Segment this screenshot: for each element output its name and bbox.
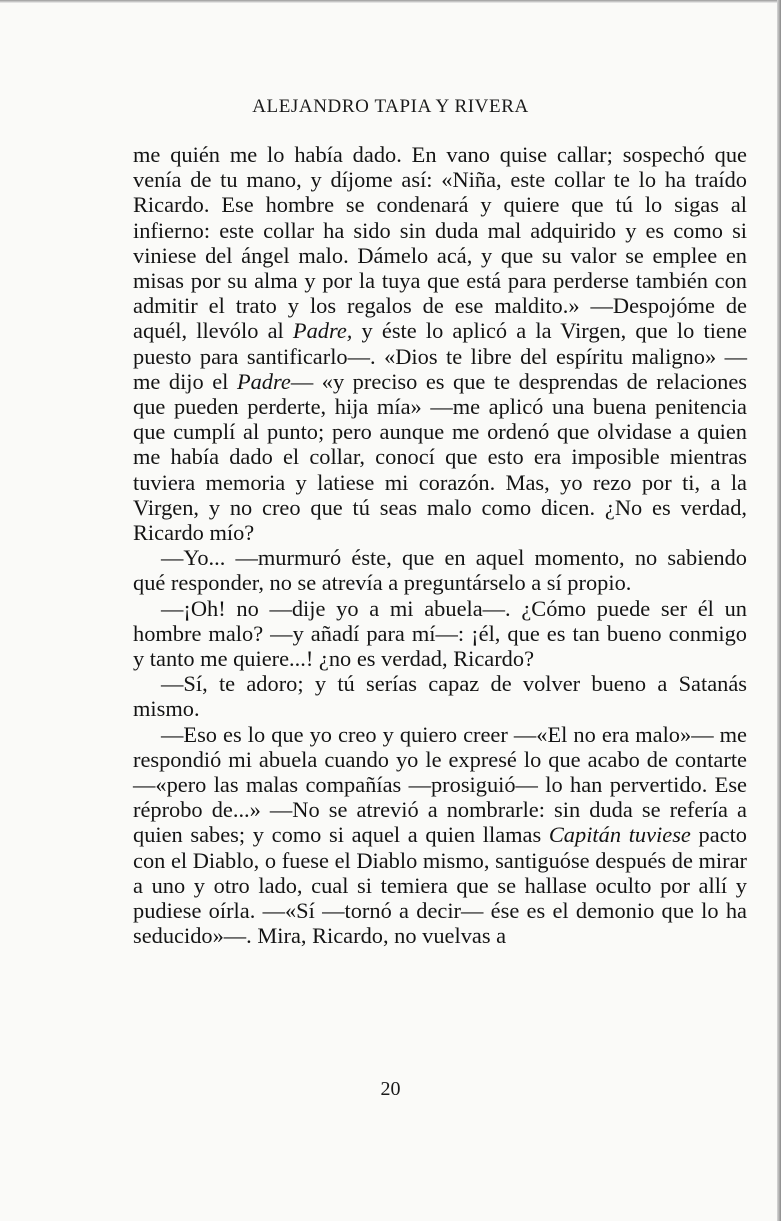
italic-run: Padre, xyxy=(292,318,353,344)
paragraph xyxy=(133,722,747,949)
text-run: pacto con el Diablo, o fuese el Diablo mismo, santiguóse después de mirar a uno y otro lado, cual si temiera que se hallase oculto por allí y pudiese oírla. —«Sí —tornó a decir— ése es el demonio que lo ha seducido»—. Mira, Ricardo, no vuelvas a xyxy=(133,822,748,949)
text-run: — «y preciso es que te desprendas de relaciones que pueden perderte, hija mía» —me aplicó una buena penitencia que cumplí al punto; pero aunque me ordenó que olvidase a quien me había dado el collar, conocí que esto era imposible mientras tuviera memoria y latiese mi corazón. Mas, yo rezo por ti, a la Virgen, y no creo que tú seas malo como dicen. ¿No es verdad, Ricardo mío? xyxy=(133,368,747,546)
italic-run: Capitán tuviese xyxy=(548,822,691,848)
text-run: me quién me lo había dado. En vano quise callar; sospechó que venía de tu mano, y díjome así: «Niña, este collar te lo ha traído Ricardo. Ese hombre se condenará y quiere que tú lo sigas al infierno: este collar ha sido sin duda mal adquirido y es como si viniese del ángel malo. Dámelo acá, y que su valor se emplee en misas por su alma y por la tuya que está para perderse también con admitir el trato y los regalos de ese maldito.» —Despojóme de aquél, llevólo al xyxy=(133,142,747,344)
body-text xyxy=(133,142,747,949)
italic-run: Padre xyxy=(236,368,291,394)
paragraph xyxy=(133,142,747,545)
text-run: y éste lo aplicó a la Virgen, que lo tiene puesto para santificarlo—. «Dios te libre del espíritu maligno» —me dijo el xyxy=(133,318,747,394)
paragraph xyxy=(133,545,747,595)
text-run: —Eso es lo que yo creo y quiero creer —«El no era malo»— me respondió mi abuela cuando yo le expresé lo que acabo de contarte —«pero las malas compañías —prosiguió— lo han pervertido. Ese réprobo de...» —No se atrevió a nombrarle: sin duda se refería a quien sabes; y como si aquel a quien llamas xyxy=(133,721,747,848)
paragraph xyxy=(133,671,747,721)
paragraph xyxy=(133,596,747,672)
running-head: ALEJANDRO TAPIA Y RIVERA xyxy=(252,96,529,117)
page-right-edge xyxy=(777,0,781,1221)
page-top-edge xyxy=(0,0,781,3)
text-run: —Yo... —murmuró éste, que en aquel momento, no sabiendo qué responder, no se atrevía a preguntárselo a sí propio. xyxy=(133,545,747,596)
text-run: —Sí, te adoro; y tú serías capaz de volver bueno a Satanás mismo. xyxy=(133,671,747,722)
text-run: —¡Oh! no —dije yo a mi abuela—. ¿Cómo puede ser él un hombre malo? —y añadí para mí—: ¡él, que es tan bueno conmigo y tanto me quiere...! ¿no es verdad, Ricardo? xyxy=(133,595,747,672)
page-number: 20 xyxy=(380,1078,401,1100)
